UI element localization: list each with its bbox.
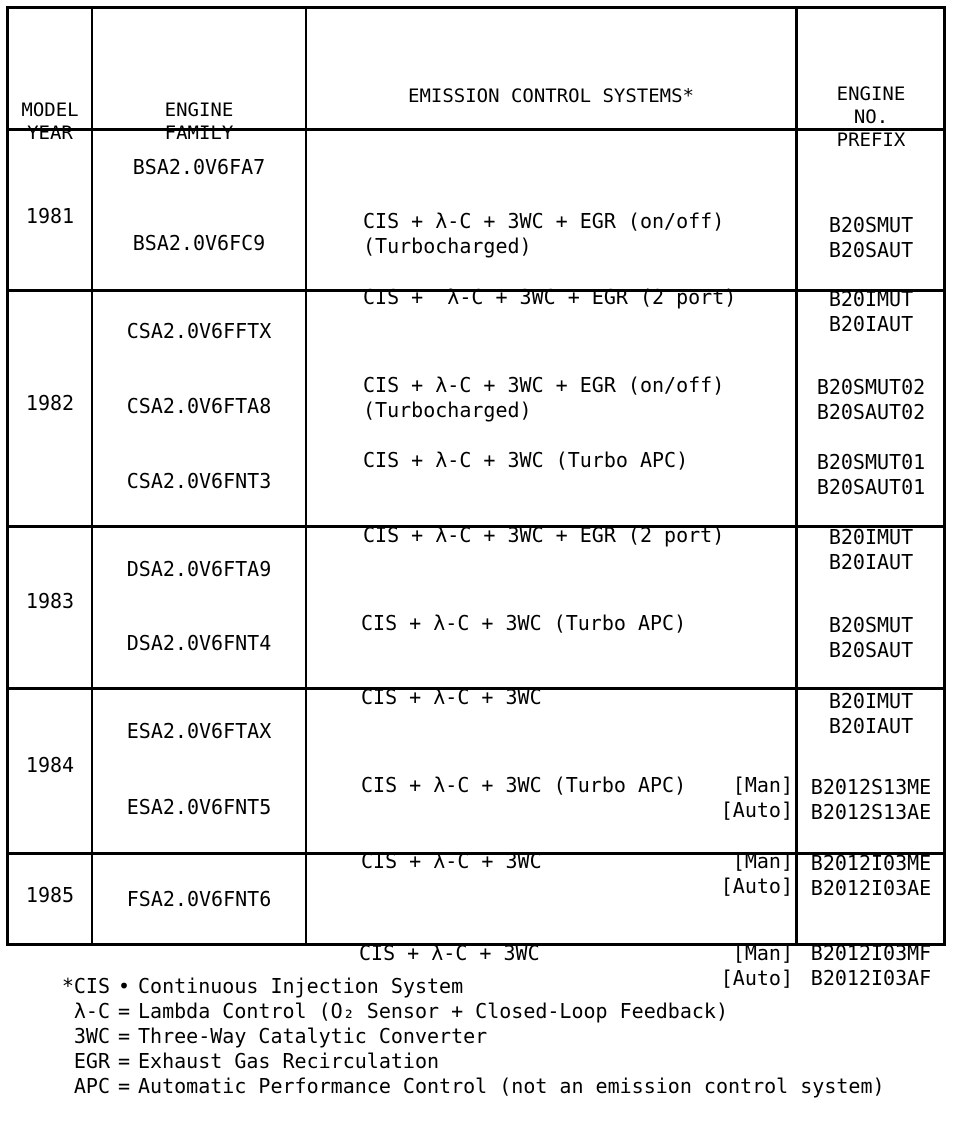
legend-abbreviation: APC (73, 1074, 110, 1098)
header-engine-family: ENGINE FAMILY (164, 99, 234, 144)
engine-family-cell: CSA2.0V6FFTX (126, 319, 272, 343)
engine-family-cell: CSA2.0V6FTA8 (126, 394, 272, 418)
legend-row (30, 1024, 885, 1049)
emission-system-cell: CIS + λ-C + 3WC + EGR (2 port) (363, 523, 725, 547)
model-year-cell: 1983 (25, 589, 75, 613)
legend-abbreviation: λ-C (73, 999, 110, 1023)
emission-system-cell: CIS + λ-C + 3WC (Turbo APC) (361, 611, 687, 635)
engine-prefix-cell: B2012I03ME B2012I03AE (810, 851, 932, 900)
emission-system-cell: CIS + λ-C + 3WC + EGR (on/off) (Turbocharged) (363, 209, 725, 258)
legend-row (30, 1049, 885, 1074)
engine-prefix-cell: B20IMUT B20IAUT (828, 525, 914, 574)
legend-row (30, 999, 885, 1024)
legend-separator: = (117, 1024, 131, 1048)
legend-separator: • (117, 974, 131, 998)
model-year-cell: 1981 (25, 204, 75, 228)
engine-prefix-cell: B20IMUT B20IAUT (828, 689, 914, 738)
engine-family-cell: FSA2.0V6FNT6 (126, 887, 272, 911)
emission-system-cell: CIS + λ-C + 3WC (359, 941, 540, 965)
engine-family-cell: ESA2.0V6FNT5 (126, 795, 272, 819)
header-emission-systems: EMISSION CONTROL SYSTEMS* (408, 85, 694, 107)
legend-separator: = (117, 1074, 131, 1098)
engine-family-cell: BSA2.0V6FC9 (132, 231, 266, 255)
model-year-cell: 1985 (25, 883, 75, 907)
emission-system-cell: CIS + λ-C + 3WC (Turbo APC) (361, 773, 687, 797)
engine-family-cell: CSA2.0V6FNT3 (126, 469, 272, 493)
emission-system-cell: CIS + λ-C + 3WC (Turbo APC) (363, 448, 689, 472)
engine-prefix-cell: B20IMUT B20IAUT (828, 287, 914, 336)
legend-separator: = (117, 1049, 131, 1073)
legend-definition: Continuous Injection System (138, 974, 464, 998)
engine-prefix-cell: B20SMUT02 B20SAUT02 (816, 375, 926, 424)
engine-family-cell: ESA2.0V6FTAX (126, 719, 272, 743)
legend-definition: Lambda Control (O₂ Sensor + Closed-Loop Feedback) (138, 999, 729, 1023)
legend-abbreviation: *CIS (61, 974, 110, 998)
emission-system-cell: CIS + λ-C + 3WC + EGR (2 port) (363, 285, 737, 309)
engine-prefix-cell: B20SMUT B20SAUT (828, 213, 914, 262)
emission-system-cell: CIS + λ-C + 3WC + EGR (on/off) (Turbocharged) (363, 373, 725, 422)
engine-family-cell: DSA2.0V6FNT4 (126, 631, 272, 655)
legend-row (30, 974, 885, 999)
legend-row (30, 1074, 885, 1099)
engine-prefix-cell: B2012S13ME B2012S13AE (810, 775, 932, 824)
legend-separator: = (117, 999, 131, 1023)
transmission-cell: [Man] [Auto] (720, 941, 793, 990)
engine-prefix-cell: B2012I03MF B2012I03AF (810, 941, 932, 990)
engine-family-cell: BSA2.0V6FA7 (132, 155, 266, 179)
header-model-year: MODEL YEAR (21, 99, 79, 144)
engine-prefix-cell: B20SMUT01 B20SAUT01 (816, 450, 926, 499)
emission-system-cell: CIS + λ-C + 3WC (361, 849, 542, 873)
engine-prefix-cell: B20SMUT B20SAUT (828, 613, 914, 662)
engine-family-cell: DSA2.0V6FTA9 (126, 557, 272, 581)
transmission-cell: [Man] [Auto] (720, 849, 793, 898)
transmission-cell: [Man] [Auto] (720, 773, 793, 822)
legend-definition: Exhaust Gas Recirculation (138, 1049, 440, 1073)
header-engine-prefix: ENGINE NO. PREFIX (836, 83, 906, 151)
emission-system-cell: CIS + λ-C + 3WC (361, 685, 542, 709)
legend-definition: Three-Way Catalytic Converter (138, 1024, 488, 1048)
column-divider (305, 9, 307, 943)
model-year-cell: 1984 (25, 753, 75, 777)
legend-definition: Automatic Performance Control (not an emission control system) (138, 1074, 885, 1098)
abbreviation-legend (30, 974, 885, 1099)
legend-abbreviation: EGR (73, 1049, 110, 1073)
model-year-cell: 1982 (25, 391, 75, 415)
legend-abbreviation: 3WC (73, 1024, 110, 1048)
